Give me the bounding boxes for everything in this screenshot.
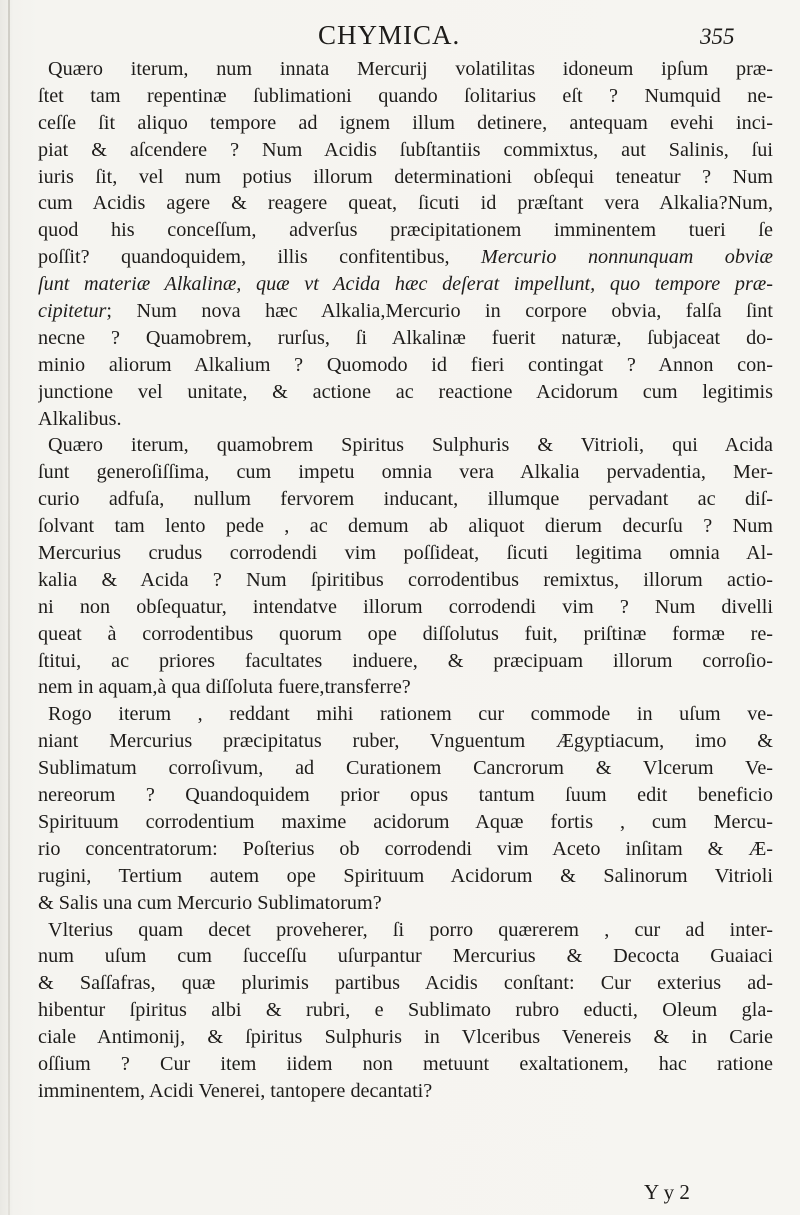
text-line: niant Mercurius præcipitatus ruber, Vnguentum Ægyptiacum, imo & bbox=[38, 730, 773, 753]
text-line: nereorum ? Quandoquidem prior opus tantum ſuum edit beneficio bbox=[38, 784, 773, 807]
binding-gutter bbox=[8, 0, 10, 1215]
text-line-italic: ſunt materiæ Alkalinæ, quæ vt Acida hæc deſerat impellunt, quo tempore præ- bbox=[38, 273, 773, 296]
text-line: ciale Antimonij, & ſpiritus Sulphuris in Vlceribus Venereis & in Carie bbox=[38, 1026, 773, 1049]
text-line: Spirituum corrodentium maxime acidorum Aquæ fortis , cum Mercu- bbox=[38, 810, 773, 833]
text-line: Rogo iterum , reddant mihi rationem cur commode in uſum ve- bbox=[48, 703, 773, 726]
page-number: 355 bbox=[700, 24, 735, 49]
text-line: minio aliorum Alkalium ? Quomodo id fieri contingat ? Annon con- bbox=[38, 353, 773, 376]
text-line: cum Acidis agere & reagere queat, ſicuti id præſtant vera Alkalia?Num, bbox=[38, 192, 773, 215]
text-line: rio concentratorum: Poſterius ob corrodendi vim Aceto inſitam & Æ- bbox=[38, 837, 773, 860]
text-line: kalia & Acida ? Num ſpiritibus corrodentibus remixtus, illorum actio- bbox=[38, 568, 773, 591]
text-line: piat & aſcendere ? Num Acidis ſubſtantiis commixtus, aut Salinis, ſui bbox=[38, 138, 773, 161]
text-line: iuris ſit, vel num potius illorum determinationi obſequi teneatur ? Num bbox=[38, 165, 773, 188]
text-line: queat à corrodentibus quorum ope diſſolutus fuit, priſtinæ formæ re- bbox=[38, 622, 773, 645]
text-line: oſſium ? Cur item iidem non metuunt exaltationem, hac ratione bbox=[38, 1052, 773, 1075]
text-line: nem in aquam,à qua diſſoluta fuere,transferre? bbox=[38, 676, 411, 699]
text-line: Mercurius crudus corrodendi vim poſſideat, ſicuti legitima omnia Al- bbox=[38, 542, 773, 565]
running-head: CHYMICA. bbox=[318, 20, 461, 50]
text-line: ſtet tam repentinæ ſublimationi quando ſolitarius eſt ? Numquid ne- bbox=[38, 84, 773, 107]
text-line: ſtitui, ac priores facultates induere, & præcipuam illorum corroſio- bbox=[38, 649, 773, 672]
text-line: Vlterius quam decet proveherer, ſi porro quærerem , cur ad inter- bbox=[48, 918, 773, 941]
text-line: Sublimatum corroſivum, ad Curationem Cancrorum & Vlcerum Ve- bbox=[38, 757, 773, 780]
text-line: Quæro iterum, num innata Mercurij volatilitas idoneum ipſum præ- bbox=[48, 58, 773, 80]
text-line: Quæro iterum, quamobrem Spiritus Sulphuris & Vitrioli, qui Acida bbox=[48, 434, 773, 457]
text-line: & Saſſafras, quæ plurimis partibus Acidis conſtant: Cur exterius ad- bbox=[38, 972, 773, 995]
text-line: curio adfuſa, nullum fervorem inducant, illumque pervadant ac diſ- bbox=[38, 488, 773, 511]
text-line: quod his conceſſum, adverſus præcipitationem imminentem tueri ſe bbox=[38, 219, 773, 242]
body-text bbox=[38, 56, 773, 1105]
text-line: ceſſe ſit aliquo tempore ad ignem illum detinere, antequam evehi inci- bbox=[38, 111, 773, 134]
text-line: ſolvant tam lento pede , ac demum ab aliquot dierum decurſu ? Num bbox=[38, 515, 773, 538]
text-line: necne ? Quamobrem, rurſus, ſi Alkalinæ fuerit naturæ, ſubjaceat do- bbox=[38, 326, 773, 349]
text-line: rugini, Tertium autem ope Spirituum Acidorum & Salinorum Vitrioli bbox=[38, 864, 773, 887]
text-line: Alkalibus. bbox=[38, 407, 122, 430]
text-line: ni non obſequatur, intendatve illorum corrodendi vim ? Num divelli bbox=[38, 595, 773, 618]
text-line: cipitetur; Num nova hæc Alkalia,Mercurio in corpore obvia, falſa ſint bbox=[38, 300, 773, 323]
text-line: poſſit? quandoquidem, illis confitentibus, Mercurio nonnunquam obviæ bbox=[38, 246, 773, 269]
text-line: hibentur ſpiritus albi & rubri, e Sublimato rubro educti, Oleum gla- bbox=[38, 999, 773, 1022]
page-header bbox=[0, 14, 800, 54]
text-line: num uſum cum ſucceſſu uſurpantur Mercurius & Decocta Guaiaci bbox=[38, 945, 773, 968]
text-line: ſunt generoſiſſima, cum impetu omnia vera Alkalia pervadentia, Mer- bbox=[38, 461, 773, 484]
text-line: junctione vel unitate, & actione ac reactione Acidorum cum legitimis bbox=[38, 380, 773, 403]
text-line: imminentem, Acidi Venerei, tantopere decantati? bbox=[38, 1079, 433, 1102]
catchword: Y y 2 bbox=[644, 1180, 690, 1204]
text-line: & Salis una cum Mercurio Sublimatorum? bbox=[38, 891, 382, 914]
